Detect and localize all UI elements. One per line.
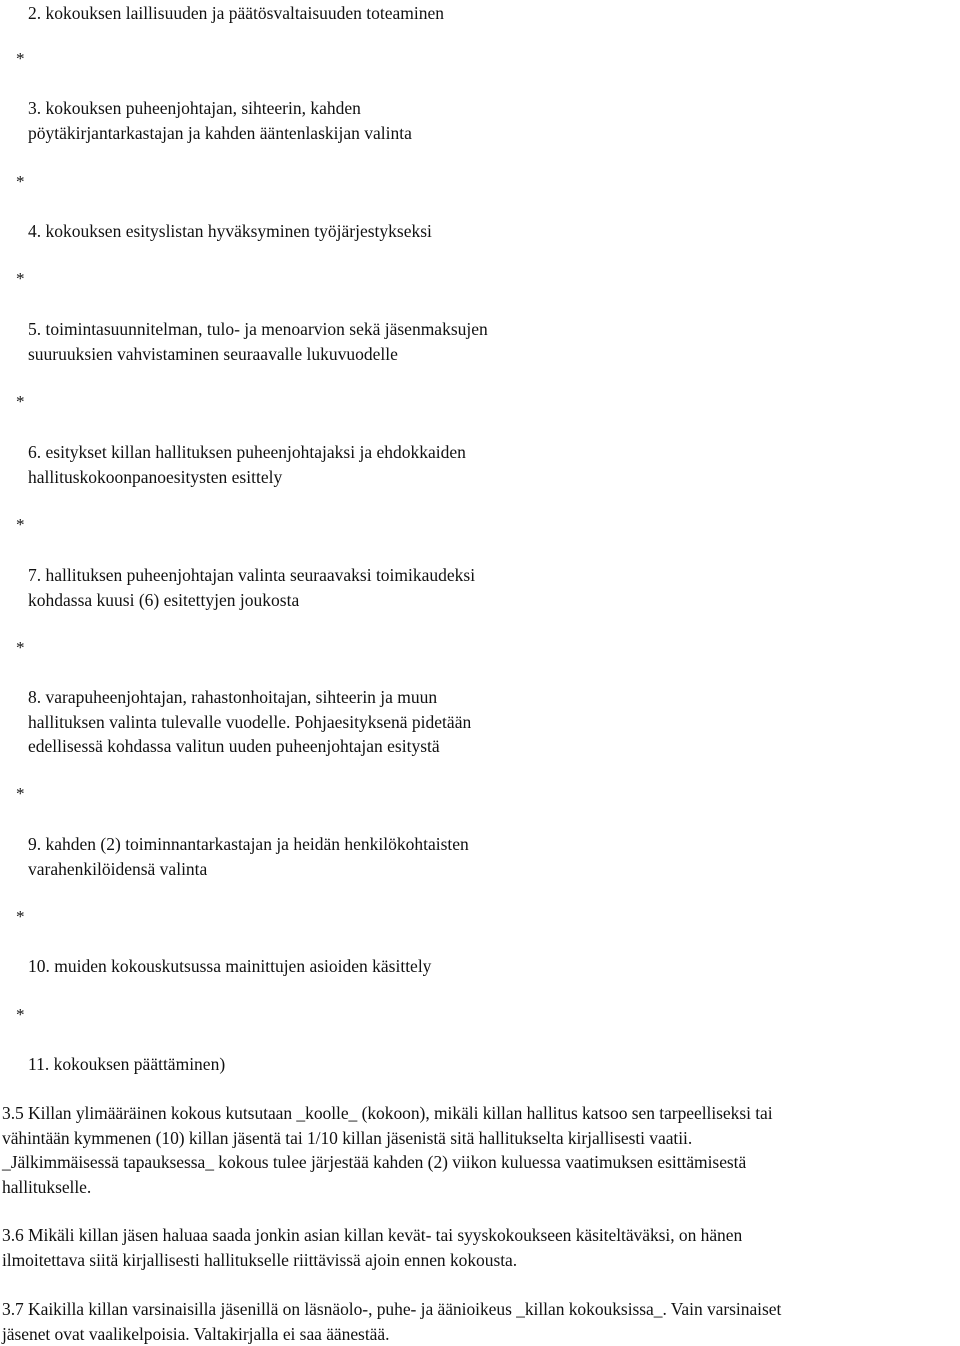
agenda-line: hallituskokoonpanoesitysten esittely — [28, 465, 928, 490]
agenda-line: 5. toimintasuunnitelman, tulo- ja menoarvion sekä jäsenmaksujen — [28, 317, 928, 342]
agenda-item-4 — [28, 219, 928, 244]
agenda-item-6 — [28, 440, 928, 489]
agenda-item-2 — [28, 1, 928, 26]
bullet-asterisk: * — [16, 172, 30, 192]
agenda-item-10 — [28, 954, 928, 979]
paragraph-line: ilmoitettava siitä kirjallisesti hallitukselle riittävissä ajoin ennen kokousta. — [2, 1248, 960, 1273]
agenda-line: varahenkilöidensä valinta — [28, 857, 928, 882]
paragraph-line: 3.7 Kaikilla killan varsinaisilla jäsenillä on läsnäolo-, puhe- ja äänioikeus _killan kokouksissa_. Vain varsinaiset — [2, 1297, 960, 1322]
paragraph-line: 3.5 Killan ylimääräinen kokous kutsutaan _koolle_ (kokoon), mikäli killan hallitus katsoo sen tarpeelliseksi tai — [2, 1101, 960, 1126]
bullet-asterisk: * — [16, 49, 30, 69]
agenda-line: hallituksen valinta tulevalle vuodelle. Pohjaesityksenä pidetään — [28, 710, 928, 735]
agenda-line: 4. kokouksen esityslistan hyväksyminen työjärjestykseksi — [28, 219, 928, 244]
agenda-line: pöytäkirjantarkastajan ja kahden ääntenlaskijan valinta — [28, 121, 928, 146]
paragraph-line: jäsenet ovat vaalikelpoisia. Valtakirjalla ei saa äänestää. — [2, 1322, 960, 1346]
bullet-asterisk: * — [16, 784, 30, 804]
agenda-line: 11. kokouksen päättäminen) — [28, 1052, 928, 1077]
bullet-asterisk: * — [16, 907, 30, 927]
paragraph-3-5 — [2, 1101, 960, 1199]
agenda-line: 6. esitykset killan hallituksen puheenjohtajaksi ja ehdokkaiden — [28, 440, 928, 465]
agenda-line: 10. muiden kokouskutsussa mainittujen asioiden käsittely — [28, 954, 928, 979]
agenda-line: kohdassa kuusi (6) esitettyjen joukosta — [28, 588, 928, 613]
agenda-line: 7. hallituksen puheenjohtajan valinta seuraavaksi toimikaudeksi — [28, 563, 928, 588]
bullet-asterisk: * — [16, 515, 30, 535]
agenda-line: 3. kokouksen puheenjohtajan, sihteerin, kahden — [28, 96, 928, 121]
agenda-item-8 — [28, 685, 928, 759]
paragraph-line: _Jälkimmäisessä tapauksessa_ kokous tulee järjestää kahden (2) viikon kuluessa vaatimuksen esittämisestä — [2, 1150, 960, 1175]
agenda-line: edellisessä kohdassa valitun uuden puheenjohtajan esitystä — [28, 734, 928, 759]
agenda-item-7 — [28, 563, 928, 612]
paragraph-line: hallitukselle. — [2, 1175, 960, 1200]
paragraph-3-7 — [2, 1297, 960, 1346]
agenda-item-11 — [28, 1052, 928, 1077]
agenda-line: 2. kokouksen laillisuuden ja päätösvaltaisuuden toteaminen — [28, 1, 928, 26]
agenda-line: 9. kahden (2) toiminnantarkastajan ja heidän henkilökohtaisten — [28, 832, 928, 857]
agenda-item-9 — [28, 832, 928, 881]
paragraph-line: vähintään kymmenen (10) killan jäsentä tai 1/10 killan jäsenistä sitä hallitukselta kirjallisesti vaatii. — [2, 1126, 960, 1151]
bullet-asterisk: * — [16, 269, 30, 289]
agenda-line: 8. varapuheenjohtajan, rahastonhoitajan, sihteerin ja muun — [28, 685, 928, 710]
paragraph-3-6 — [2, 1223, 960, 1272]
agenda-line: suuruuksien vahvistaminen seuraavalle lukuvuodelle — [28, 342, 928, 367]
bullet-asterisk: * — [16, 1005, 30, 1025]
bullet-asterisk: * — [16, 638, 30, 658]
paragraph-line: 3.6 Mikäli killan jäsen haluaa saada jonkin asian killan kevät- tai syyskokoukseen käsiteltäväksi, on hänen — [2, 1223, 960, 1248]
agenda-item-5 — [28, 317, 928, 366]
agenda-item-3 — [28, 96, 928, 145]
bullet-asterisk: * — [16, 392, 30, 412]
